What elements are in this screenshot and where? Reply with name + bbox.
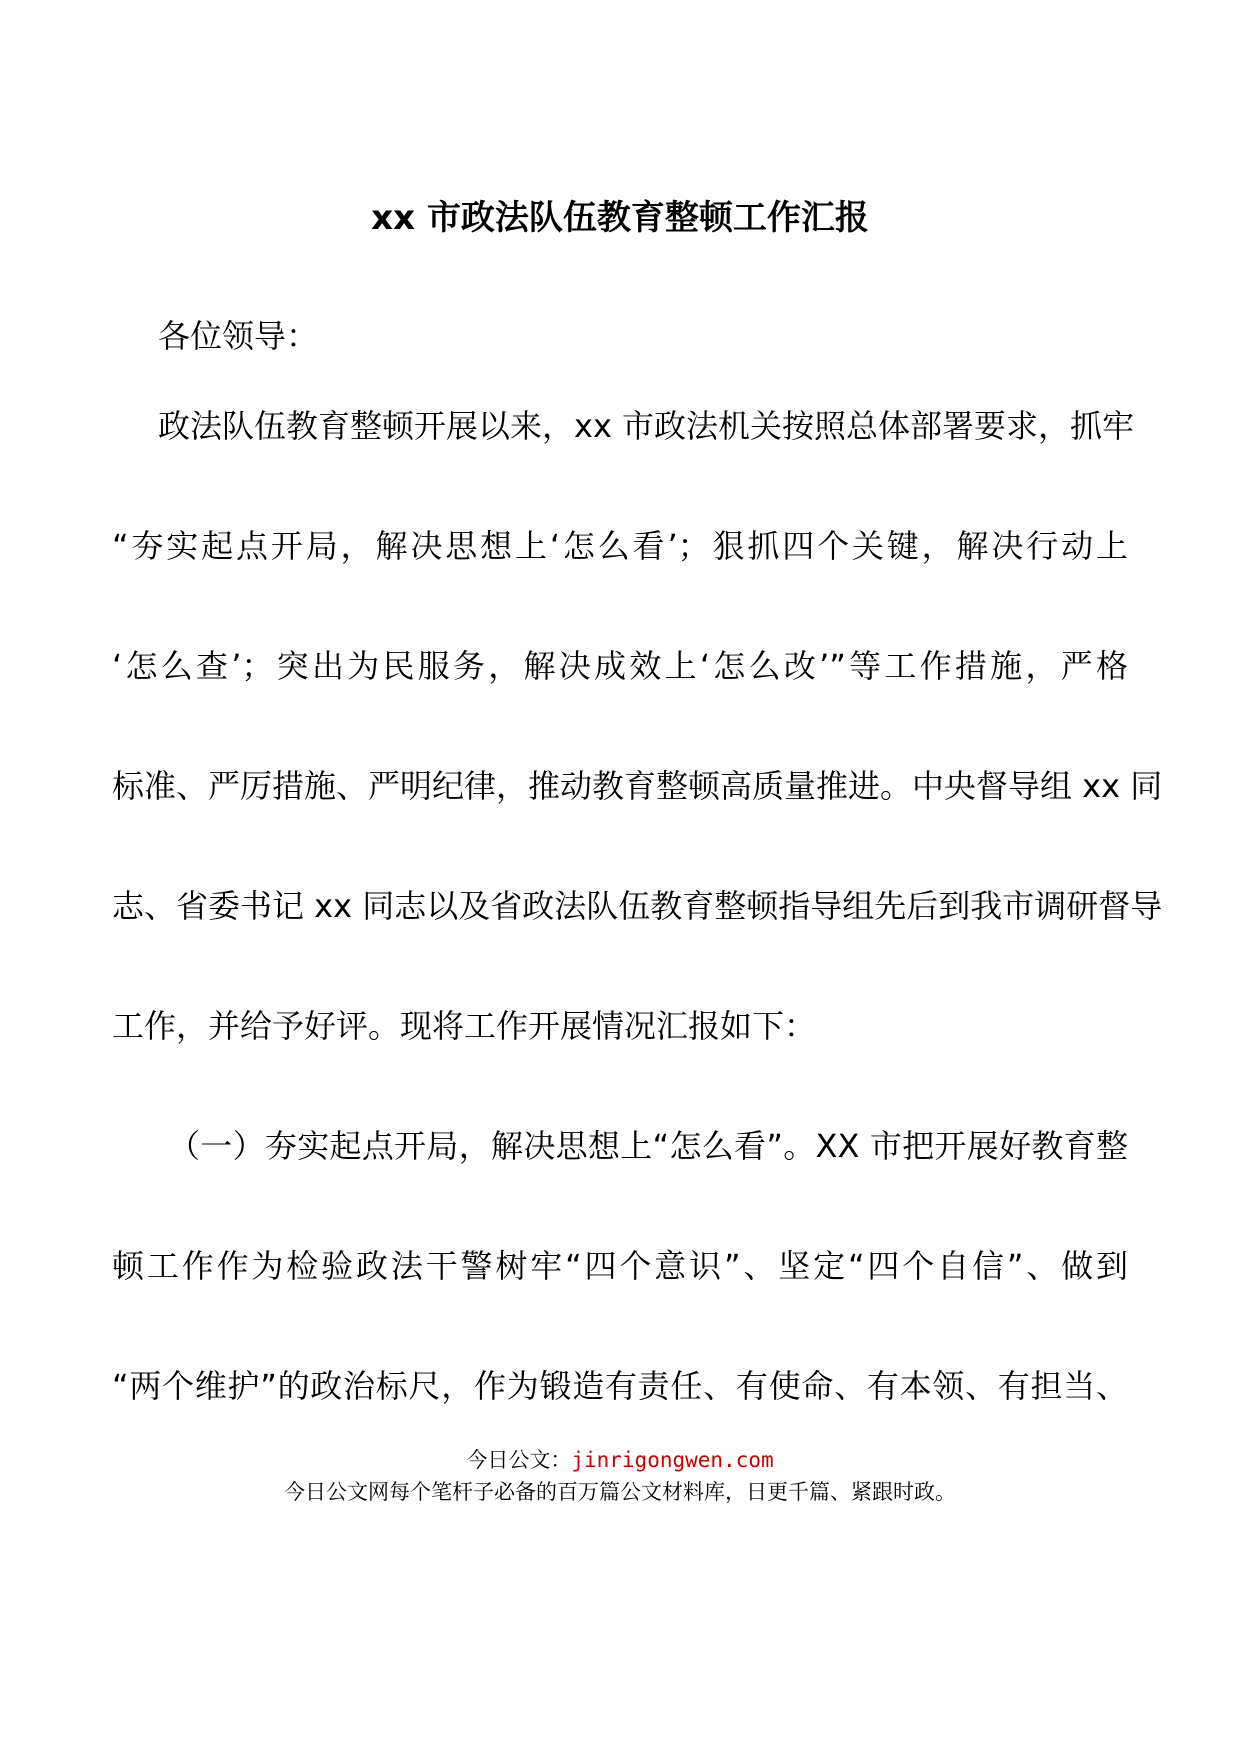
body-line-1: 政法队伍教育整顿开展以来，xx 市政法机关按照总体部署要求，抓牢 (158, 407, 1135, 445)
body-line-2: “夯实起点开局，解决思想上‘怎么看’；狠抓四个关键，解决行动上 (112, 527, 1128, 565)
salutation: 各位领导： (158, 317, 319, 355)
body-line-5: 志、省委书记 xx 同志以及省政法队伍教育整顿指导组先后到我市调研督导 (112, 887, 1163, 925)
footer-slogan: 今日公文网每个笔杆子必备的百万篇公文材料库，日更千篇、紧跟时政。 (284, 1480, 956, 1504)
body-line-9: “两个维护”的政治标尺，作为锻造有责任、有使命、有本领、有担当、 (112, 1367, 1128, 1405)
body-line-6: 工作，并给予好评。现将工作开展情况汇报如下： (112, 1007, 817, 1045)
body-line-8: 顿工作作为检验政法干警树牢“四个意识”、坚定“四个自信”、做到 (112, 1247, 1128, 1285)
section-heading-line: （一）夯实起点开局，解决思想上“怎么看”。XX 市把开展好教育整 (168, 1127, 1128, 1165)
page-title: xx 市政法队伍教育整顿工作汇报 (371, 198, 869, 238)
body-line-4: 标准、严厉措施、严明纪律，推动教育整顿高质量推进。中央督导组 xx 同 (112, 767, 1163, 805)
footer-site-line (0, 1446, 1240, 1474)
footer-label: 今日公文： (466, 1448, 572, 1472)
body-line-3: ‘怎么查’；突出为民服务，解决成效上‘怎么改’”等工作措施，严格 (112, 647, 1128, 685)
footer-url-link[interactable]: jinrigongwen.com (571, 1448, 774, 1472)
